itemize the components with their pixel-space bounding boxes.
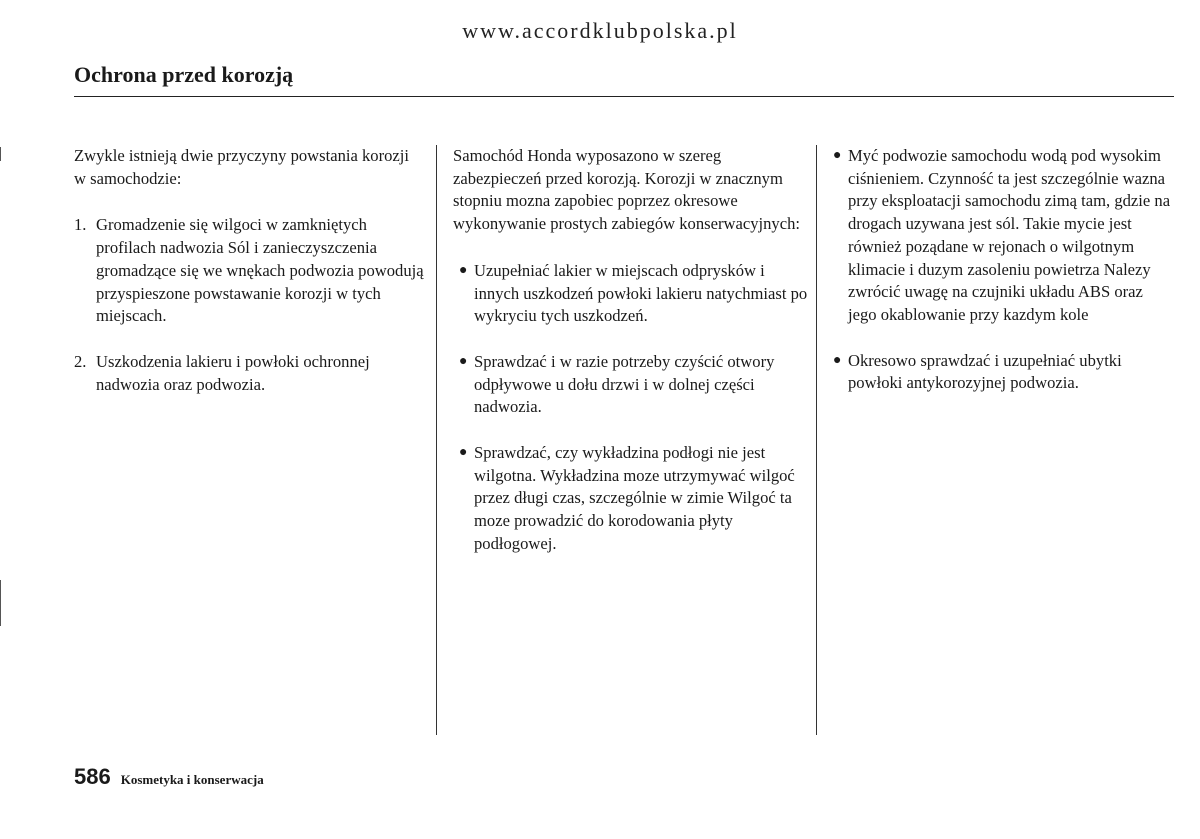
section-title: Ochrona przed korozją — [74, 62, 294, 87]
column-1 — [74, 145, 424, 419]
bullet-icon: ● — [459, 445, 468, 461]
column-1-intro: Zwykle istnieją dwie przyczyny powstania korozji w samochodzie: — [74, 146, 410, 188]
maintenance-list — [453, 260, 808, 556]
list-item — [459, 351, 808, 419]
bullet-icon: ● — [833, 352, 842, 368]
list-item — [459, 442, 808, 556]
column-divider — [816, 145, 817, 735]
list-item-number: 1. — [74, 215, 87, 235]
list-item-text: Myć podwozie samochodu wodą pod wysokim ciśnieniem. Czynność ta jest szczególnie wazna przy eksploatacji samochodu zimą tam, gdzie na drogach uzywana jest sól. Takie mycie jest również poządane w rejonach o wilgotnym klimacie i duzym zasoleniu powietrza Nalezy zwrócić uwagę na czujniki układu ABS oraz jego okablowanie przy kazdym kole — [848, 146, 1171, 324]
list-item — [74, 214, 424, 328]
list-item-text: Sprawdzać, czy wykładzina podłogi nie jest wilgotna. Wykładzina moze utrzymywać wilgoć przez długi czas, szczególnie w zimie Wilgoć ta moze prowadzić do korodowania płyty podłogowej. — [474, 443, 795, 553]
column-2-intro: Samochód Honda wyposazono w szereg zabezpieczeń przed korozją. Korozji w znacznym stopniu mozna zapobiec poprzez okresowe wykonywanie prostych zabiegów konserwacyjnych: — [453, 146, 800, 234]
footer-chapter-label: Kosmetyka i konserwacja — [120, 772, 264, 787]
bullet-icon: ● — [459, 353, 468, 369]
page-footer — [74, 764, 264, 790]
column-3 — [833, 145, 1173, 418]
column-2 — [453, 145, 808, 579]
bullet-icon: ● — [459, 262, 468, 278]
list-item-text: Sprawdzać i w razie potrzeby czyścić otwory odpływowe u dołu drzwi i w dolnej części nadwozia. — [474, 351, 775, 417]
title-rule — [74, 96, 1174, 97]
website-url: www.accordklubpolska.pl — [462, 18, 738, 43]
list-item-text: Okresowo sprawdzać i uzupełniać ubytki powłoki antykorozyjnej podwozia. — [848, 350, 1122, 393]
bullet-icon: ● — [833, 148, 842, 163]
list-item-number: 2. — [74, 351, 87, 371]
list-item — [833, 145, 1173, 327]
list-item — [459, 260, 808, 328]
list-item-text: Gromadzenie się wilgoci w zamkniętych profilach nadwozia Sól i zanieczyszczenia gromadzące się we wnękach podwozia powodują przyspieszone powstawanie korozji w tych miejscach. — [96, 215, 424, 326]
page-number: 586 — [74, 764, 111, 789]
list-item — [833, 350, 1173, 395]
maintenance-list — [833, 145, 1173, 395]
edge-mark — [0, 580, 1, 626]
causes-list — [74, 214, 424, 396]
list-item-text: Uszkodzenia lakieru i powłoki ochronnej nadwozia oraz podwozia. — [96, 351, 370, 394]
column-divider — [436, 145, 437, 735]
edge-mark — [0, 147, 1, 161]
list-item-text: Uzupełniać lakier w miejscach odprysków i innych uszkodzeń powłoki lakieru natychmiast po wykryciu tych uszkodzeń. — [474, 260, 808, 326]
list-item — [74, 351, 424, 396]
